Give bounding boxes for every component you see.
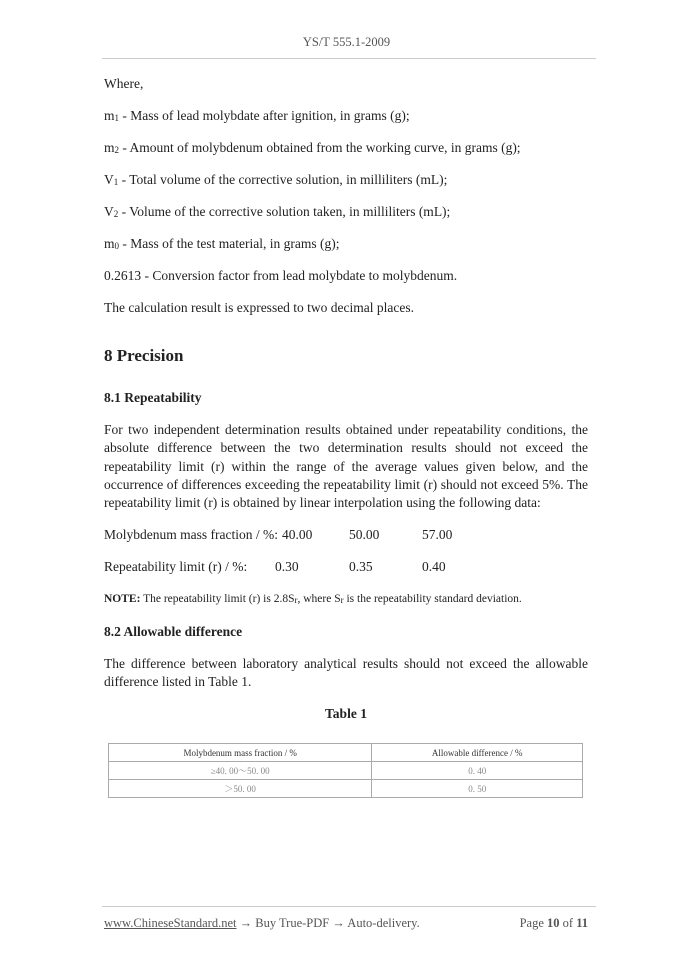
subscript: 2 bbox=[114, 145, 120, 155]
calculation-note: The calculation result is expressed to two decimal places. bbox=[104, 300, 415, 315]
definition-text: - Volume of the corrective solution taken, in milliliters (mL); bbox=[118, 204, 451, 219]
subsection-heading-repeatability: 8.1 Repeatability bbox=[104, 390, 202, 405]
repeatability-paragraph: For two independent determination results obtained under repeatability conditions, the absolute difference between the two determination results should not exceed the repeatability limit (r) within the range of the average values given below, and the occurrence of differences exceeding the repeatability limit (r) should not exceed 5%. The repeatability limit (r) is obtained by linear interpolation using the following data: bbox=[104, 422, 588, 511]
definition-text: - Total volume of the corrective solution, in milliliters (mL); bbox=[118, 172, 448, 187]
symbol: m bbox=[104, 236, 115, 251]
value: 50.00 bbox=[349, 527, 380, 542]
value: 0.40 bbox=[422, 559, 446, 574]
subsection-heading-allowable-difference: 8.2 Allowable difference bbox=[104, 624, 243, 639]
note-label: NOTE: bbox=[104, 593, 141, 605]
table-header-row bbox=[109, 744, 583, 762]
value: 57.00 bbox=[422, 527, 453, 542]
subscript: 0 bbox=[114, 241, 120, 251]
mass-fraction-row bbox=[104, 527, 588, 543]
table-cell: ＞50. 00 bbox=[109, 780, 372, 798]
total-pages: 11 bbox=[576, 916, 588, 930]
symbol: m bbox=[104, 140, 115, 155]
row-label: Repeatability limit (r) / %: bbox=[104, 559, 248, 574]
repeatability-limit-row bbox=[104, 559, 588, 575]
subscript: r bbox=[340, 595, 344, 605]
symbol: m bbox=[104, 108, 115, 123]
note-text: is the repeatability standard deviation. bbox=[343, 593, 522, 605]
section-heading-precision: 8 Precision bbox=[104, 346, 184, 365]
note bbox=[104, 593, 588, 605]
subscript: r bbox=[294, 595, 298, 605]
of-label: of bbox=[562, 916, 574, 930]
symbol: V bbox=[104, 172, 114, 187]
definition-item bbox=[104, 204, 588, 220]
header-cell: Molybdenum mass fraction / % bbox=[109, 744, 372, 762]
definition-item bbox=[104, 236, 588, 252]
subscript: 1 bbox=[114, 113, 120, 123]
header-rule bbox=[102, 58, 596, 59]
table-title: Table 1 bbox=[325, 706, 367, 721]
conversion-factor: 0.2613 - Conversion factor from lead molybdate to molybdenum. bbox=[104, 268, 458, 283]
value: 40.00 bbox=[282, 527, 313, 542]
table-row bbox=[109, 762, 583, 780]
definition-item bbox=[104, 140, 588, 156]
table-cell: ≥40. 00～50. 00 bbox=[109, 762, 372, 780]
table-1 bbox=[108, 743, 583, 798]
website-link[interactable]: www.ChineseStandard.net bbox=[104, 916, 237, 930]
page-indicator bbox=[520, 916, 588, 931]
header-cell: Allowable difference / % bbox=[372, 744, 583, 762]
footer-text: → Buy True-PDF → Auto-delivery. bbox=[236, 916, 420, 930]
table-cell: 0. 40 bbox=[372, 762, 583, 780]
note-text: , where S bbox=[297, 593, 341, 605]
subscript: 2 bbox=[113, 209, 119, 219]
footer bbox=[104, 916, 588, 931]
value: 0.30 bbox=[275, 559, 299, 574]
definition-item bbox=[104, 108, 588, 124]
definition-text: - Mass of the test material, in grams (g); bbox=[119, 236, 340, 251]
table-row bbox=[109, 780, 583, 798]
definition-text: - Amount of molybdenum obtained from the working curve, in grams (g); bbox=[119, 140, 521, 155]
footer-rule bbox=[102, 906, 596, 907]
header-standard-number: YS/T 555.1-2009 bbox=[302, 35, 391, 49]
page-number: 10 bbox=[547, 916, 560, 930]
note-text: The repeatability limit (r) is 2.8S bbox=[140, 593, 295, 605]
where-label: Where, bbox=[104, 76, 144, 91]
allowable-difference-paragraph: The difference between laboratory analytical results should not exceed the allowable difference listed in Table 1. bbox=[104, 656, 588, 690]
definition-item bbox=[104, 172, 588, 188]
subscript: 1 bbox=[113, 177, 119, 187]
value: 0.35 bbox=[349, 559, 373, 574]
row-label: Molybdenum mass fraction / %: bbox=[104, 527, 278, 542]
page-label: Page bbox=[519, 916, 544, 930]
symbol: V bbox=[104, 204, 114, 219]
table-cell: 0. 50 bbox=[372, 780, 583, 798]
definition-text: - Mass of lead molybdate after ignition, in grams (g); bbox=[119, 108, 410, 123]
